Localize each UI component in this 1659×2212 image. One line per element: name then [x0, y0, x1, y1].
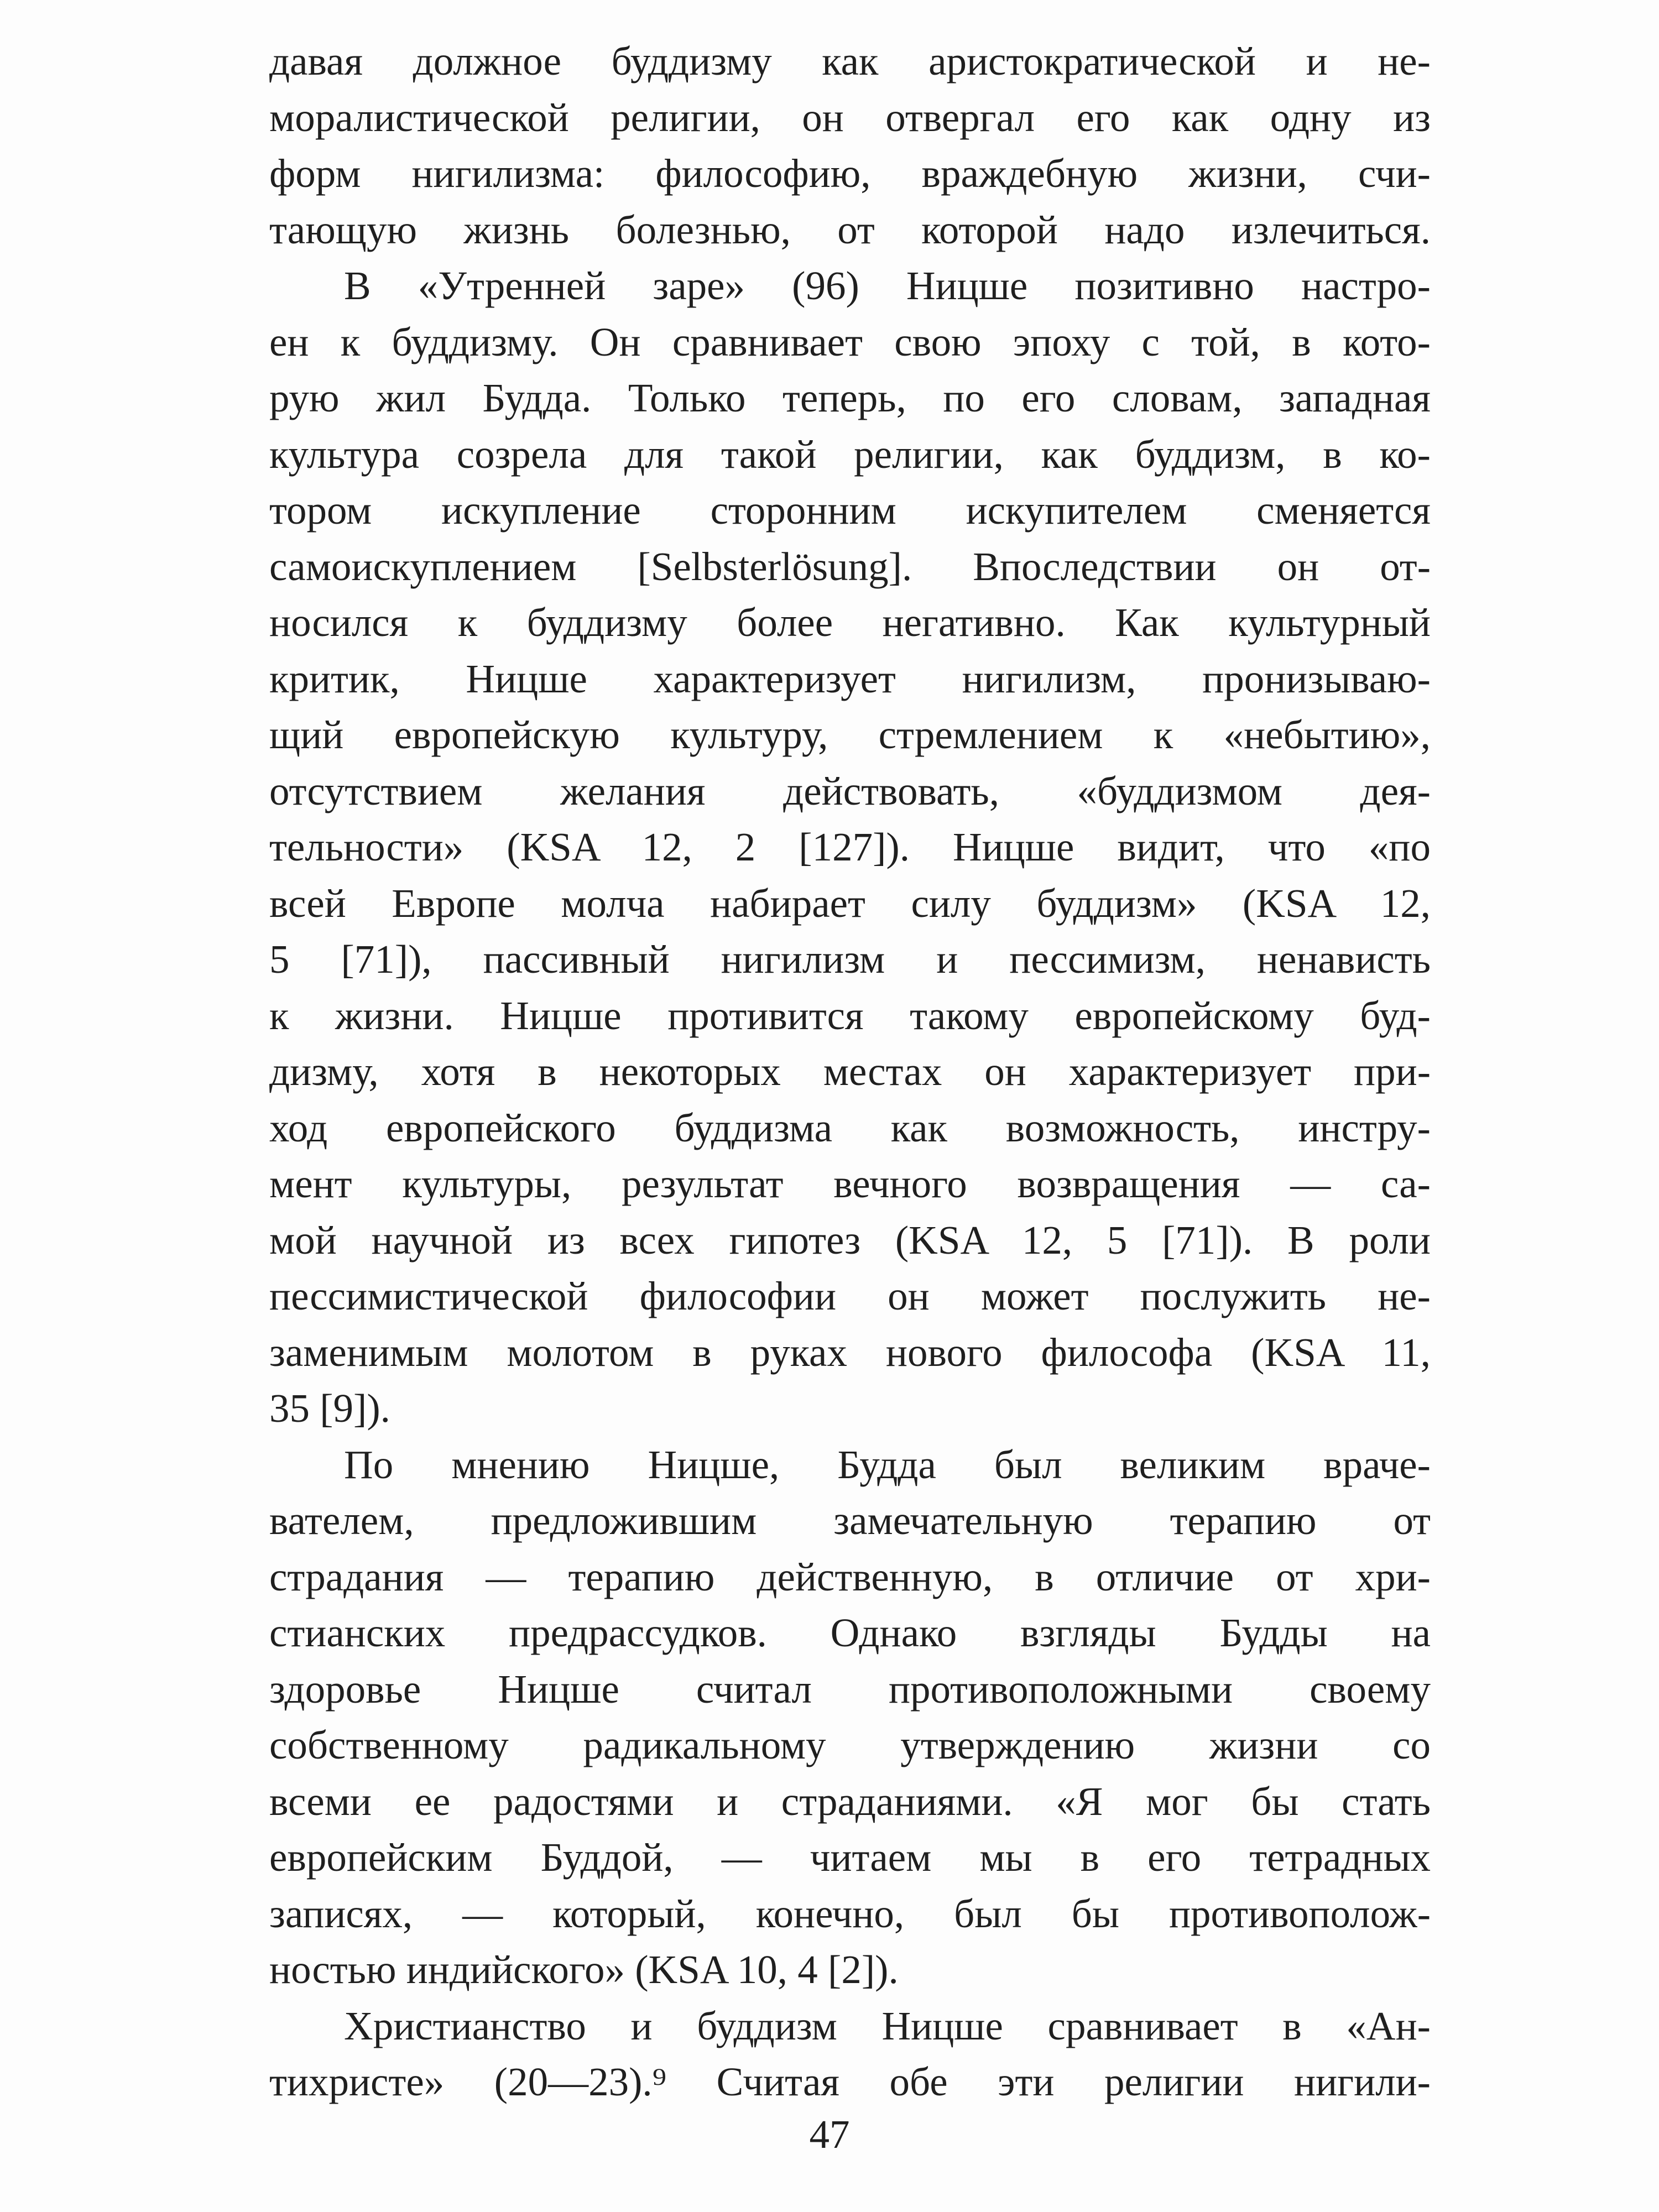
text-line: пессимистической философии он может послужить не- [269, 1274, 1431, 1318]
text-line: европейским Буддой, — читаем мы в его тетрадных [269, 1835, 1431, 1880]
text-line: По мнению Ницше, Будда был великим враче- [344, 1442, 1431, 1487]
text-line: ход европейского буддизма как возможность, инстру- [269, 1105, 1431, 1150]
text-line: Христианство и буддизм Ницше сравнивает в «Ан- [344, 2003, 1431, 2048]
text-line: самоискуплением [Selbsterlösung]. Впоследствии он от- [269, 544, 1431, 589]
text-line: заменимым молотом в руках нового философа (KSA 11, [269, 1329, 1431, 1375]
text-line: тором искупление сторонним искупителем сменяется [269, 488, 1431, 533]
text-line: тающую жизнь болезнью, от которой надо излечиться. [269, 207, 1431, 252]
text-line: культура созрела для такой религии, как буддизм, в ко- [269, 431, 1431, 477]
text-line: отсутствием желания действовать, «буддизмом дея- [269, 768, 1431, 813]
text-line: ностью индийского» (KSA 10, 4 [2]). [269, 1947, 899, 1992]
text-line: моралистической религии, он отвергал его как одну из [269, 95, 1431, 140]
text-line: рую жил Будда. Только теперь, по его словам, западная [269, 375, 1431, 420]
text-line: форм нигилизма: философию, враждебную жизни, счи- [269, 151, 1431, 196]
text-line: стианских предрассудков. Однако взгляды Будды на [269, 1610, 1431, 1655]
text-line: к жизни. Ницше противится такому европейскому буд- [269, 993, 1431, 1038]
page-number: 47 [809, 2112, 850, 2157]
text-line: ен к буддизму. Он сравнивает свою эпоху с той, в кото- [269, 319, 1431, 364]
text-line: мой научной из всех гипотез (KSA 12, 5 [71]). В роли [269, 1217, 1431, 1262]
text-line: всеми ее радостями и страданиями. «Я мог бы стать [269, 1778, 1431, 1824]
text-line: здоровье Ницше считал противоположными своему [269, 1666, 1431, 1712]
text-line: 5 [71]), пассивный нигилизм и пессимизм, ненависть [269, 937, 1431, 982]
text-line: собственному радикальному утверждению жизни со [269, 1723, 1431, 1767]
text-line: носился к буддизму более негативно. Как культурный [269, 600, 1431, 645]
text-line: 35 [9]). [269, 1386, 390, 1431]
text-line: мент культуры, результат вечного возвращения — са- [269, 1161, 1431, 1206]
text-line: тельности» (KSA 12, 2 [127]). Ницше видит, что «по [269, 825, 1431, 869]
body-text [269, 33, 1431, 2110]
text-line: записях, — который, конечно, был бы противополож- [269, 1891, 1431, 1936]
text-line: тихристе» (20—23).⁹ Считая обе эти религии нигили- [269, 2059, 1431, 2104]
text-line: щий европейскую культуру, стремлением к «небытию», [269, 712, 1431, 757]
text-line: страдания — терапию действенную, в отличие от хри- [269, 1554, 1431, 1599]
text-line: критик, Ницше характеризует нигилизм, пронизываю- [269, 656, 1431, 701]
text-line: вателем, предложившим замечательную терапию от [269, 1498, 1431, 1543]
text-line: дизму, хотя в некоторых местах он характеризует при- [269, 1049, 1431, 1094]
text-line: давая должное буддизму как аристократической и не- [269, 39, 1431, 84]
text-line: В «Утренней заре» (96) Ницше позитивно настро- [344, 263, 1431, 308]
text-line: всей Европе молча набирает силу буддизм» (KSA 12, [269, 880, 1431, 926]
